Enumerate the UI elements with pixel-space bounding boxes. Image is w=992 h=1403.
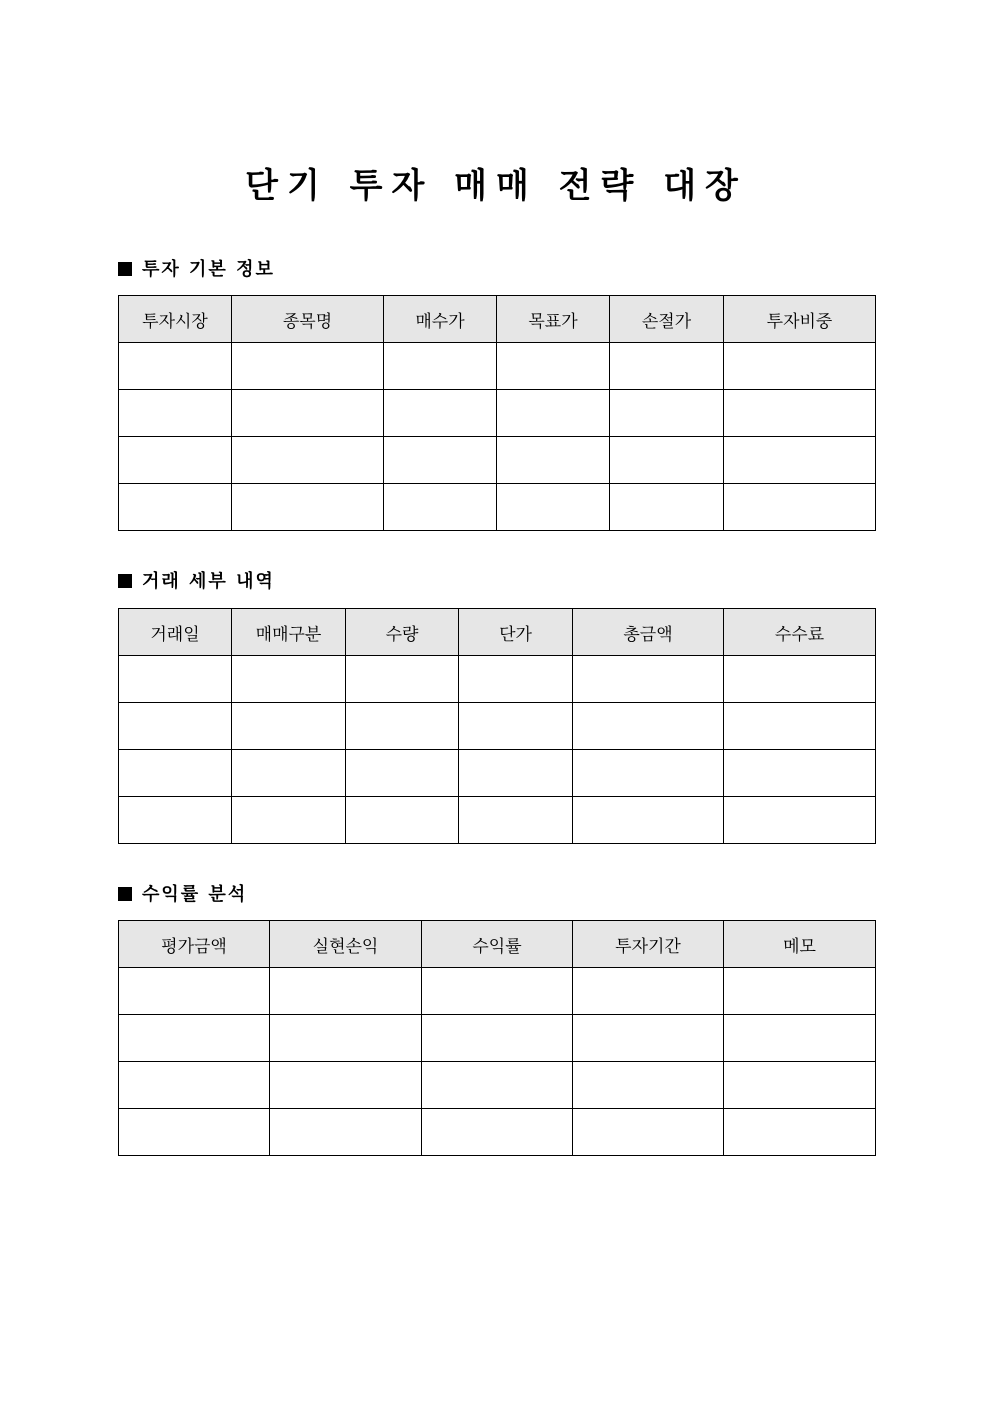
table-row [119, 390, 876, 437]
table-cell[interactable] [610, 484, 724, 531]
column-header: 매매구분 [232, 609, 346, 656]
table-cell[interactable] [459, 797, 573, 844]
section-heading-label: 거래 세부 내역 [142, 571, 275, 592]
table-cell[interactable] [119, 968, 270, 1015]
section-heading-trade-details [118, 569, 275, 595]
table-cell[interactable] [573, 1109, 724, 1156]
column-header: 수수료 [724, 609, 876, 656]
table-cell[interactable] [232, 343, 384, 390]
table-cell[interactable] [573, 1015, 724, 1062]
table-cell[interactable] [119, 750, 232, 797]
return-analysis-table [118, 920, 876, 1156]
table-cell[interactable] [232, 797, 346, 844]
table-cell[interactable] [119, 390, 232, 437]
table-cell[interactable] [270, 1109, 422, 1156]
table-cell[interactable] [422, 1062, 573, 1109]
column-header: 매수가 [384, 296, 497, 343]
square-bullet-icon [118, 574, 132, 588]
table-cell[interactable] [724, 750, 876, 797]
table-cell[interactable] [346, 750, 459, 797]
table-cell[interactable] [724, 1109, 876, 1156]
square-bullet-icon [118, 887, 132, 901]
table-cell[interactable] [724, 1015, 876, 1062]
column-header: 투자기간 [573, 921, 724, 968]
table-cell[interactable] [459, 750, 573, 797]
table-header-row [119, 609, 876, 656]
table-row [119, 1015, 876, 1062]
table-cell[interactable] [119, 703, 232, 750]
table-cell[interactable] [422, 1015, 573, 1062]
table-cell[interactable] [573, 1062, 724, 1109]
column-header: 거래일 [119, 609, 232, 656]
trade-details-table [118, 608, 876, 844]
table-row [119, 656, 876, 703]
table-row [119, 437, 876, 484]
table-cell[interactable] [610, 343, 724, 390]
column-header: 단가 [459, 609, 573, 656]
table-cell[interactable] [573, 656, 724, 703]
table-row [119, 703, 876, 750]
table-cell[interactable] [724, 797, 876, 844]
table-cell[interactable] [610, 390, 724, 437]
column-header: 수량 [346, 609, 459, 656]
section-heading-basic-info [118, 257, 275, 283]
table-cell[interactable] [573, 968, 724, 1015]
basic-info-table [118, 295, 876, 531]
table-cell[interactable] [232, 750, 346, 797]
section-heading-label: 수익률 분석 [142, 884, 248, 905]
section-heading-return-analysis [118, 882, 247, 908]
table-cell[interactable] [270, 1062, 422, 1109]
column-header: 손절가 [610, 296, 724, 343]
table-cell[interactable] [384, 390, 497, 437]
table-row [119, 797, 876, 844]
table-cell[interactable] [232, 437, 384, 484]
table-row [119, 750, 876, 797]
table-cell[interactable] [497, 437, 610, 484]
table-cell[interactable] [497, 484, 610, 531]
column-header: 투자시장 [119, 296, 232, 343]
table-cell[interactable] [724, 390, 876, 437]
column-header: 종목명 [232, 296, 384, 343]
table-cell[interactable] [497, 343, 610, 390]
table-row [119, 343, 876, 390]
table-row [119, 484, 876, 531]
table-cell[interactable] [497, 390, 610, 437]
table-cell[interactable] [270, 1015, 422, 1062]
column-header: 수익률 [422, 921, 573, 968]
table-cell[interactable] [384, 484, 497, 531]
column-header: 메모 [724, 921, 876, 968]
table-cell[interactable] [384, 343, 497, 390]
table-row [119, 1062, 876, 1109]
table-cell[interactable] [232, 703, 346, 750]
table-cell[interactable] [119, 1109, 270, 1156]
column-header: 투자비중 [724, 296, 876, 343]
table-cell[interactable] [384, 437, 497, 484]
table-cell[interactable] [724, 437, 876, 484]
document-title: 단기 투자 매매 전략 대장 [245, 166, 747, 206]
table-cell[interactable] [270, 968, 422, 1015]
table-row [119, 1109, 876, 1156]
table-cell[interactable] [459, 656, 573, 703]
table-cell[interactable] [119, 656, 232, 703]
table-cell[interactable] [119, 797, 232, 844]
table-cell[interactable] [232, 656, 346, 703]
table-cell[interactable] [119, 343, 232, 390]
column-header: 평가금액 [119, 921, 270, 968]
table-cell[interactable] [724, 968, 876, 1015]
table-header-row [119, 921, 876, 968]
table-cell[interactable] [573, 703, 724, 750]
column-header: 실현손익 [270, 921, 422, 968]
table-cell[interactable] [119, 1062, 270, 1109]
table-cell[interactable] [119, 437, 232, 484]
table-cell[interactable] [346, 703, 459, 750]
table-cell[interactable] [422, 1109, 573, 1156]
table-cell[interactable] [724, 343, 876, 390]
table-cell[interactable] [119, 484, 232, 531]
table-cell[interactable] [724, 484, 876, 531]
table-cell[interactable] [346, 797, 459, 844]
table-cell[interactable] [724, 1062, 876, 1109]
table-cell[interactable] [459, 703, 573, 750]
table-cell[interactable] [724, 703, 876, 750]
table-cell[interactable] [610, 437, 724, 484]
table-cell[interactable] [724, 656, 876, 703]
table-cell[interactable] [232, 390, 384, 437]
table-cell[interactable] [573, 797, 724, 844]
table-cell[interactable] [422, 968, 573, 1015]
column-header: 목표가 [497, 296, 610, 343]
table-cell[interactable] [232, 484, 384, 531]
table-header-row [119, 296, 876, 343]
table-cell[interactable] [119, 1015, 270, 1062]
table-cell[interactable] [346, 656, 459, 703]
column-header: 총금액 [573, 609, 724, 656]
table-row [119, 968, 876, 1015]
table-cell[interactable] [573, 750, 724, 797]
square-bullet-icon [118, 262, 132, 276]
section-heading-label: 투자 기본 정보 [142, 259, 275, 280]
